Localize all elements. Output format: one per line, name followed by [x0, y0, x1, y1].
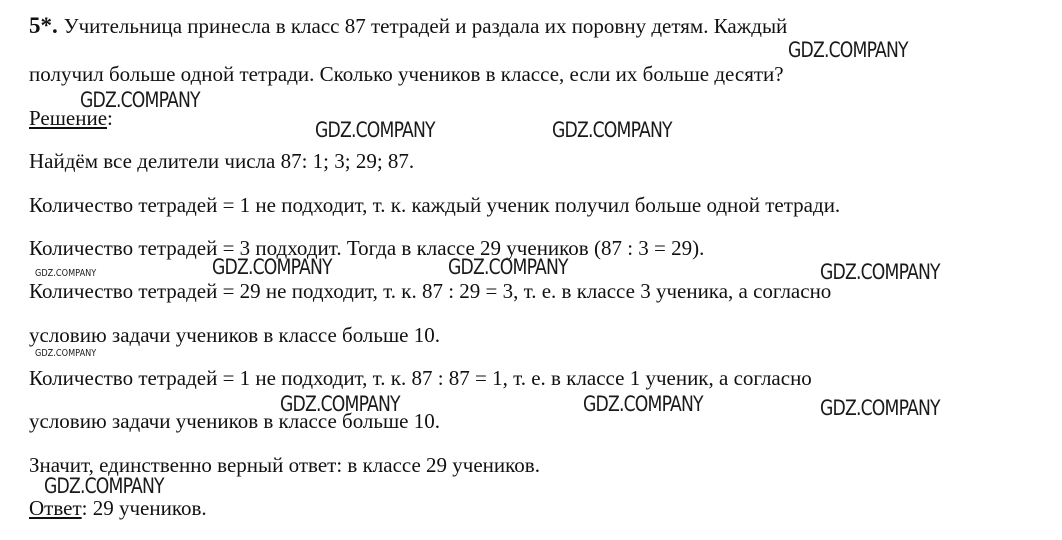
answer-line	[29, 496, 207, 520]
watermark: GDZ.COMPANY	[448, 255, 568, 279]
solution-line-6: Количество тетрадей = 1 не подходит, т. к. 87 : 87 = 1, т. е. в классе 1 ученик, а согласно	[29, 366, 812, 390]
answer-label: Ответ	[29, 496, 82, 520]
watermark: GDZ.COMPANY	[280, 392, 400, 416]
solution-line-3: Количество тетрадей = 3 подходит. Тогда в классе 29 учеников (87 : 3 = 29).	[29, 236, 705, 260]
watermark: GDZ.COMPANY	[820, 396, 940, 420]
solution-heading-colon: :	[107, 106, 113, 130]
watermark: GDZ.COMPANY	[583, 392, 703, 416]
solution-line-8: Значит, единственно верный ответ: в классе 29 учеников.	[29, 453, 540, 477]
watermark: GDZ.COMPANY	[820, 260, 940, 284]
solution-line-5: условию задачи учеников в классе больше 10.	[29, 323, 440, 347]
watermark: GDZ.COMPANY	[788, 38, 908, 62]
solution-line-7: условию задачи учеников в классе больше 10.	[29, 409, 440, 433]
problem-line-2	[29, 62, 784, 86]
watermark: GDZ.COMPANY	[80, 88, 200, 112]
problem-text-1: Учительница принесла в класс 87 тетрадей и раздала их поровну детям. Каждый	[63, 14, 788, 38]
solution-line-2: Количество тетрадей = 1 не подходит, т. к. каждый ученик получил больше одной тетради.	[29, 193, 841, 217]
watermark: GDZ.COMPANY	[35, 268, 97, 279]
problem-line-1	[29, 14, 787, 38]
problem-number: 5*.	[29, 13, 58, 38]
solution-heading-label: Решение	[29, 106, 108, 130]
watermark: GDZ.COMPANY	[212, 255, 332, 279]
solution-line-1: Найдём все делители числа 87: 1; 3; 29; 87.	[29, 149, 415, 173]
watermark: GDZ.COMPANY	[552, 118, 672, 142]
solution-line-4: Количество тетрадей = 29 не подходит, т. к. 87 : 29 = 3, т. е. в классе 3 ученика, а согласно	[29, 279, 832, 303]
answer-text: : 29 учеников.	[81, 496, 207, 520]
watermark: GDZ.COMPANY	[315, 118, 435, 142]
watermark: GDZ.COMPANY	[35, 348, 97, 359]
problem-text-2: получил больше одной тетради. Сколько учеников в классе, если их больше десяти?	[29, 62, 784, 86]
watermark: GDZ.COMPANY	[44, 474, 164, 498]
